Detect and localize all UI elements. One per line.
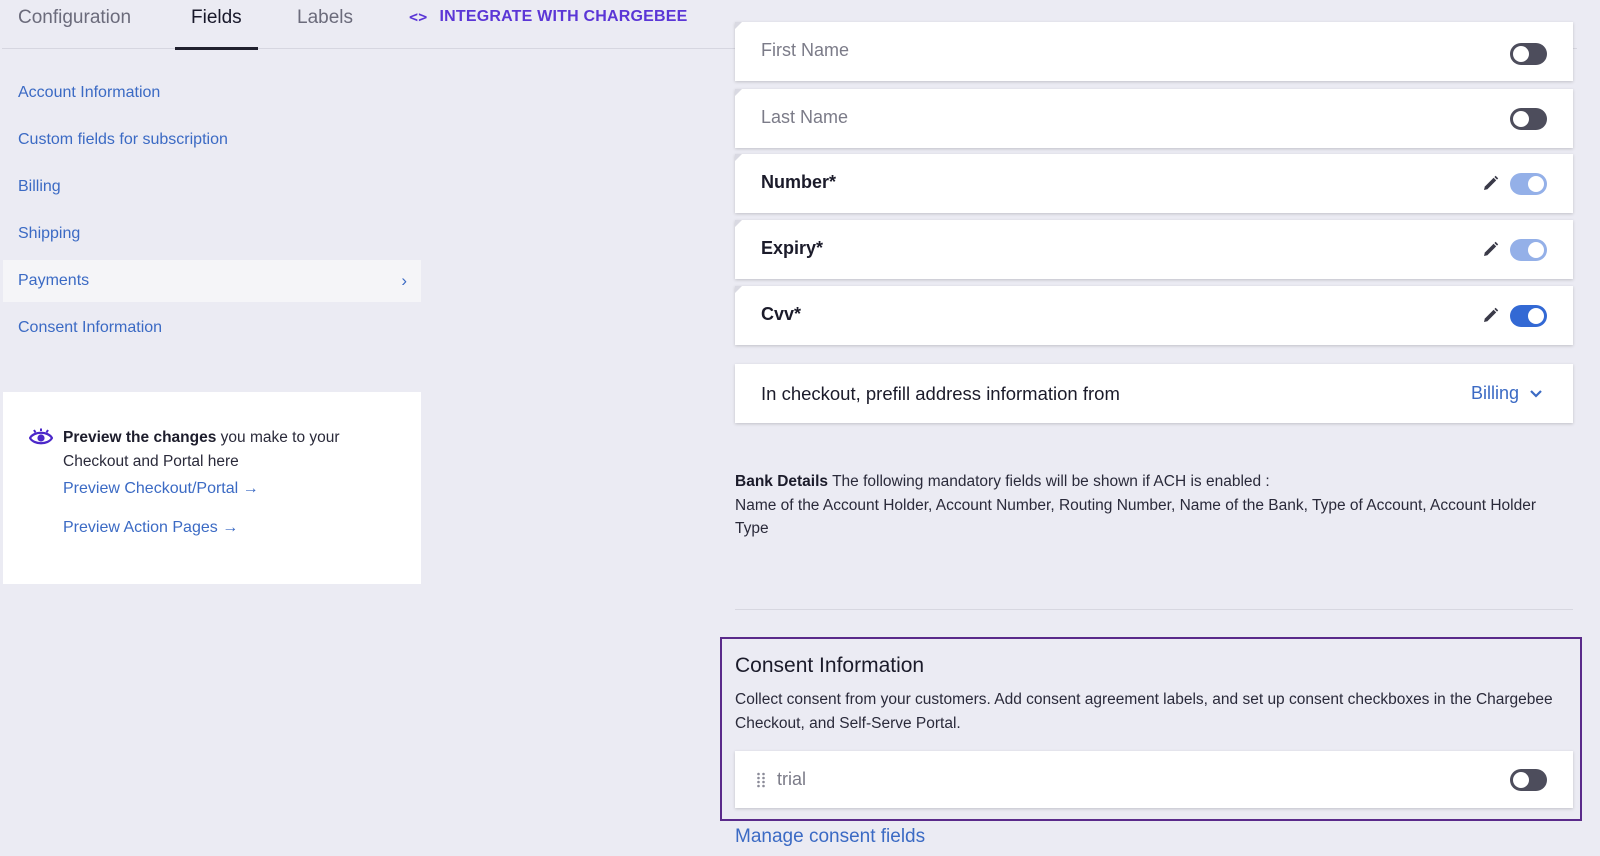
bank-details-heading: Bank Details <box>735 473 829 490</box>
consent-section-description: Collect consent from your customers. Add consent agreement labels, and set up consent checkboxes in the Chargebee Checkout, and Self-Serve Portal. <box>735 691 1553 732</box>
preview-checkout-portal-link[interactable]: Preview Checkout/Portal → <box>63 480 259 497</box>
field-label: Expiry* <box>761 238 824 258</box>
preview-action-pages-link[interactable]: Preview Action Pages → <box>63 519 239 536</box>
consent-section-title: Consent Information <box>735 654 925 677</box>
field-toggle[interactable] <box>1510 43 1547 65</box>
field-toggle[interactable] <box>1510 305 1547 327</box>
toggle-knob <box>1513 46 1529 62</box>
sidebar-item-consent-information[interactable]: Consent Information <box>18 319 163 336</box>
prefill-label: In checkout, prefill address information from <box>761 383 1120 404</box>
tab-fields[interactable]: Fields <box>191 0 242 49</box>
bank-details-intro: The following mandatory fields will be shown if ACH is enabled : <box>828 473 1270 490</box>
drag-handle-icon[interactable] <box>756 772 766 788</box>
field-toggle[interactable] <box>1510 239 1547 261</box>
card-corner <box>735 286 742 293</box>
prefill-address-card <box>735 364 1573 423</box>
preview-rest-text: you make to your Checkout and Portal here <box>63 429 340 470</box>
preview-card <box>3 392 421 584</box>
chevron-right-icon: › <box>401 271 407 290</box>
card-corner <box>735 220 742 227</box>
sidebar-item-shipping[interactable]: Shipping <box>18 225 81 242</box>
preview-bold-text: Preview the changes <box>63 429 217 446</box>
card-corner <box>735 89 742 96</box>
section-divider <box>735 609 1573 610</box>
sidebar-nav <box>3 72 421 354</box>
consent-field-label: trial <box>777 769 807 789</box>
integrate-label: INTEGRATE WITH CHARGEBEE <box>439 8 688 25</box>
field-label: Number* <box>761 172 837 192</box>
prefill-source-select[interactable] <box>1471 364 1543 423</box>
toggle-knob <box>1513 772 1529 788</box>
eye-icon <box>29 428 53 446</box>
field-label: Cvv* <box>761 304 802 324</box>
field-card-cvv <box>735 286 1573 345</box>
field-card-number <box>735 154 1573 213</box>
sidebar-item-label: Payments <box>18 272 90 289</box>
preview-description <box>63 426 393 474</box>
card-corner <box>735 22 742 29</box>
tab-labels[interactable]: Labels <box>297 7 353 28</box>
code-icon: <> <box>409 8 428 26</box>
sidebar-item-account-information[interactable]: Account Information <box>18 84 161 101</box>
field-label: Last Name <box>761 107 849 127</box>
consent-field-toggle[interactable] <box>1510 769 1547 791</box>
pencil-icon[interactable] <box>1481 174 1499 194</box>
field-toggle[interactable] <box>1510 108 1547 130</box>
chevron-down-icon <box>1529 389 1543 399</box>
toggle-knob <box>1528 242 1544 258</box>
tab-configuration[interactable]: Configuration <box>18 7 132 28</box>
toggle-knob <box>1528 176 1544 192</box>
field-toggle[interactable] <box>1510 173 1547 195</box>
consent-field-card <box>735 751 1573 808</box>
toggle-knob <box>1528 308 1544 324</box>
bank-details-note <box>735 470 1573 541</box>
sidebar-item-custom-fields[interactable]: Custom fields for subscription <box>18 131 228 148</box>
sidebar-item-billing[interactable]: Billing <box>18 178 61 195</box>
sidebar-item-payments[interactable] <box>3 260 421 302</box>
integrate-with-chargebee-link[interactable] <box>409 0 688 34</box>
field-card-last-name <box>735 89 1573 148</box>
field-card-expiry <box>735 220 1573 279</box>
card-corner <box>735 154 742 161</box>
pencil-icon[interactable] <box>1481 306 1499 326</box>
prefill-selected-value: Billing <box>1470 383 1519 403</box>
manage-consent-fields-link[interactable]: Manage consent fields <box>735 826 926 847</box>
field-card-first-name <box>735 22 1573 81</box>
pencil-icon[interactable] <box>1481 240 1499 260</box>
toggle-knob <box>1513 111 1529 127</box>
field-label: First Name <box>761 40 850 60</box>
bank-details-fields: Name of the Account Holder, Account Number, Routing Number, Name of the Bank, Type of Account, Account Holder Type <box>735 496 1536 537</box>
